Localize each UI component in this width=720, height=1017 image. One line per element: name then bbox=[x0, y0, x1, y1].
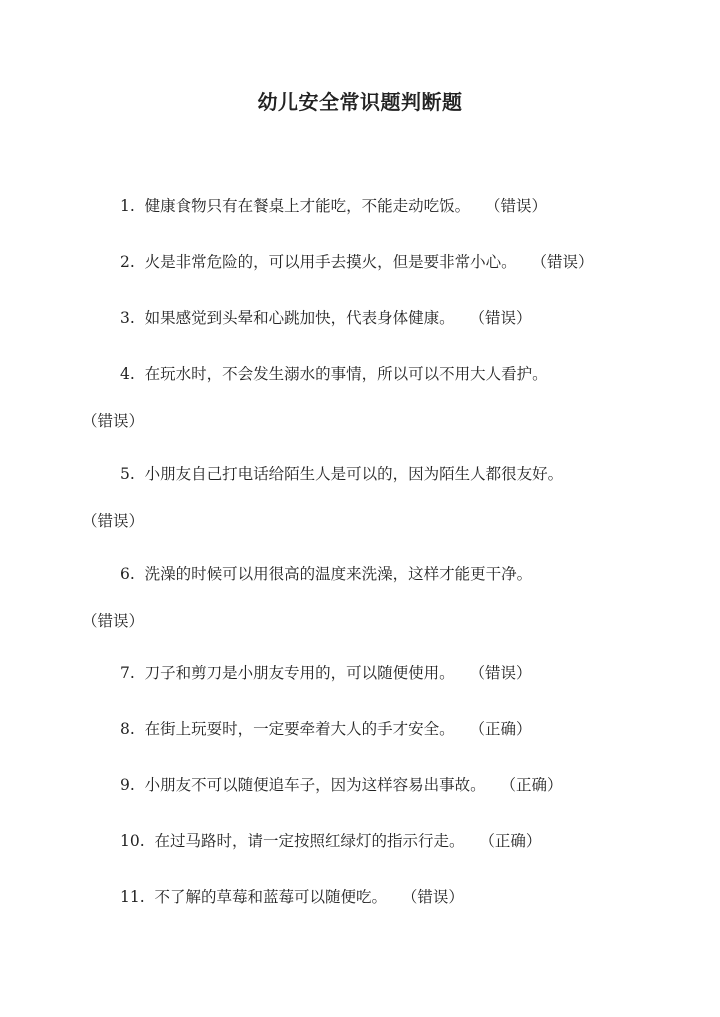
question-text: 健康食物只有在餐桌上才能吃，不能走动吃饭。 bbox=[144, 197, 471, 215]
question-text: 在街上玩耍时，一定要牵着大人的手才安全。 bbox=[144, 720, 455, 738]
question-text: 小朋友不可以随便追车子，因为这样容易出事故。 bbox=[144, 776, 486, 794]
question-line bbox=[120, 461, 563, 487]
question-number: 9. bbox=[120, 776, 135, 794]
question-line bbox=[120, 361, 548, 387]
question-line bbox=[120, 828, 541, 854]
answer-label: （错误） bbox=[82, 512, 145, 530]
question-text: 在过马路时，请一定按照红绿灯的指示行走。 bbox=[154, 832, 465, 850]
question-number: 8. bbox=[120, 720, 135, 738]
answer-label: （错误） bbox=[469, 309, 532, 327]
answer-label: （错误） bbox=[82, 612, 145, 630]
question-number: 11. bbox=[120, 888, 145, 906]
answer-label: （正确） bbox=[500, 776, 563, 794]
question-number: 5. bbox=[120, 465, 135, 483]
question-number: 7. bbox=[120, 664, 135, 682]
question-text: 如果感觉到头晕和心跳加快，代表身体健康。 bbox=[144, 309, 455, 327]
question-line bbox=[120, 884, 464, 910]
question-number: 2. bbox=[120, 253, 135, 271]
question-number: 3. bbox=[120, 309, 135, 327]
page-title: 幼儿安全常识题判断题 bbox=[257, 90, 463, 114]
answer-label: （正确） bbox=[479, 832, 542, 850]
question-line bbox=[120, 772, 562, 798]
question-line bbox=[120, 249, 593, 275]
question-text: 火是非常危险的，可以用手去摸火，但是要非常小心。 bbox=[144, 253, 517, 271]
question-line bbox=[120, 561, 532, 587]
question-number: 1. bbox=[120, 197, 135, 215]
answer-label: （错误） bbox=[401, 888, 464, 906]
question-line bbox=[120, 305, 531, 331]
question-text: 不了解的草莓和蓝莓可以随便吃。 bbox=[154, 888, 388, 906]
question-number: 4. bbox=[120, 365, 135, 383]
answer-label: （错误） bbox=[469, 664, 532, 682]
question-text: 洗澡的时候可以用很高的温度来洗澡，这样才能更干净。 bbox=[144, 565, 533, 583]
answer-label: （错误） bbox=[82, 412, 145, 430]
question-line bbox=[120, 193, 547, 219]
answer-label: （正确） bbox=[469, 720, 532, 738]
question-line bbox=[120, 716, 531, 742]
question-line bbox=[120, 660, 531, 686]
question-text: 在玩水时，不会发生溺水的事情，所以可以不用大人看护。 bbox=[144, 365, 548, 383]
question-number: 6. bbox=[120, 565, 135, 583]
question-text: 小朋友自己打电话给陌生人是可以的，因为陌生人都很友好。 bbox=[144, 465, 564, 483]
question-text: 刀子和剪刀是小朋友专用的，可以随便使用。 bbox=[144, 664, 455, 682]
answer-label: （错误） bbox=[531, 253, 594, 271]
answer-label: （错误） bbox=[484, 197, 547, 215]
question-number: 10. bbox=[120, 832, 145, 850]
